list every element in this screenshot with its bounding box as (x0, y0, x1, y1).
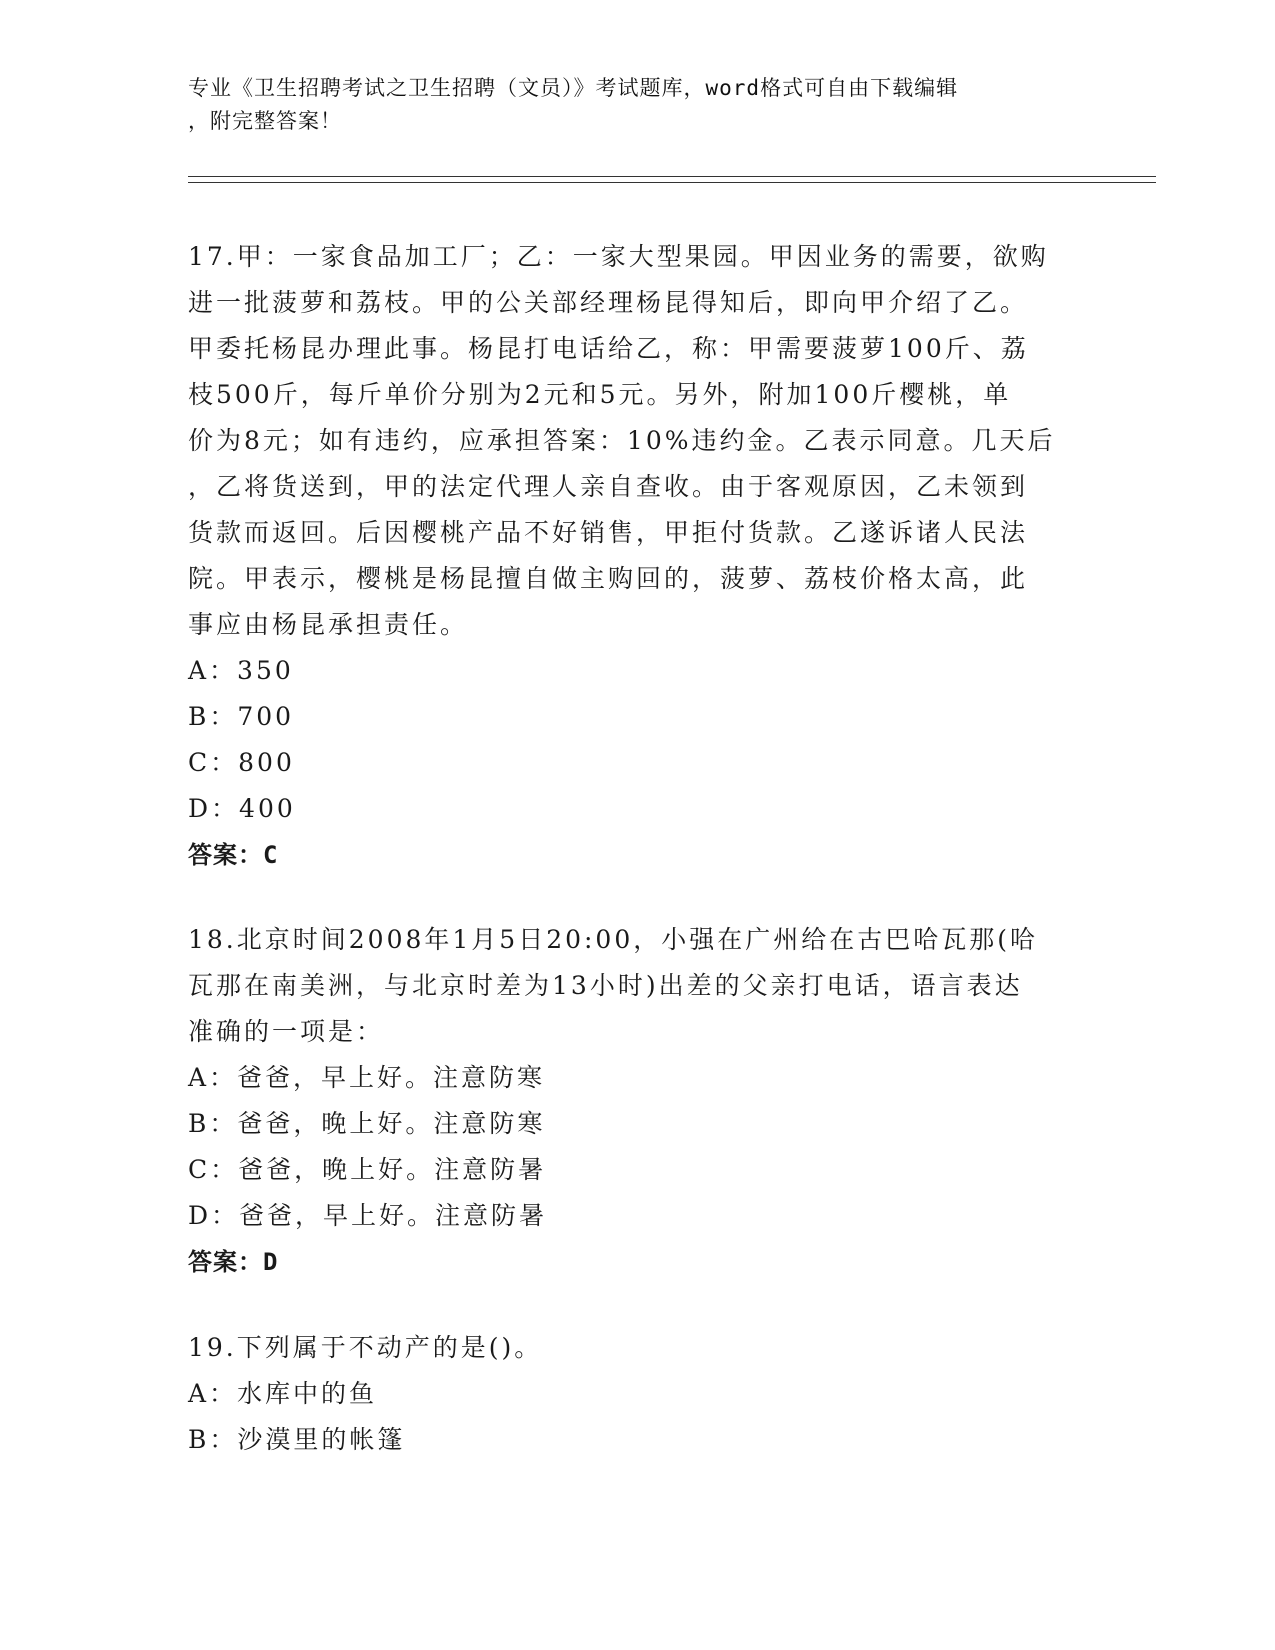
option-b: B：爸爸，晚上好。注意防寒 (188, 1109, 546, 1138)
stem-line: 枝500斤，每斤单价分别为2元和5元。另外，附加100斤樱桃，单 (188, 380, 1012, 409)
header-line: 专业《卫生招聘考试之卫生招聘（文员）》考试题库，word格式可自由下载编辑 (188, 76, 959, 100)
option-a: A：350 (188, 656, 294, 685)
question-18 (188, 917, 1088, 1285)
question-17 (188, 234, 1088, 878)
question-stem (188, 917, 1088, 1055)
option-a: A：水库中的鱼 (188, 1379, 378, 1408)
option-a: A：爸爸，早上好。注意防寒 (188, 1063, 546, 1092)
question-stem (188, 1325, 1088, 1371)
option-c: C：800 (188, 748, 295, 777)
stem-line: 19.下列属于不动产的是()。 (188, 1333, 543, 1362)
stem-line: 货款而返回。后因樱桃产品不好销售，甲拒付货款。乙遂诉诸人民法 (188, 518, 1029, 547)
stem-line: 院。甲表示，樱桃是杨昆擅自做主购回的，菠萝、荔枝价格太高，此 (188, 564, 1029, 593)
stem-line: 事应由杨昆承担责任。 (188, 610, 469, 639)
answer-text: 答案：D (188, 1248, 279, 1276)
document-header (188, 72, 1088, 138)
stem-line: 准确的一项是： (188, 1017, 385, 1046)
header-divider (188, 176, 1156, 177)
question-19 (188, 1325, 1088, 1463)
header-line: ，附完整答案！ (188, 109, 342, 133)
stem-line: 进一批菠萝和荔枝。甲的公关部经理杨昆得知后，即向甲介绍了乙。 (188, 288, 1029, 317)
option-c: C：爸爸，晚上好。注意防暑 (188, 1155, 547, 1184)
option-b: B：700 (188, 702, 295, 731)
option-b: B：沙漠里的帐篷 (188, 1425, 406, 1454)
stem-line: 18.北京时间2008年1月5日20:00，小强在广州给在古巴哈瓦那(哈 (188, 925, 1038, 954)
option-d: D：爸爸，早上好。注意防暑 (188, 1201, 548, 1230)
header-divider (188, 182, 1156, 183)
option-d: D：400 (188, 794, 296, 823)
stem-line: ，乙将货送到，甲的法定代理人亲自查收。由于客观原因，乙未领到 (188, 472, 1029, 501)
question-stem (188, 234, 1088, 648)
stem-line: 17.甲：一家食品加工厂；乙：一家大型果园。甲因业务的需要，欲购 (188, 242, 1049, 271)
stem-line: 甲委托杨昆办理此事。杨昆打电话给乙，称：甲需要菠萝100斤、荔 (188, 334, 1029, 363)
answer-text: 答案：C (188, 841, 279, 869)
stem-line: 价为8元；如有违约，应承担答案：10%违约金。乙表示同意。几天后 (188, 426, 1056, 455)
stem-line: 瓦那在南美洲，与北京时差为13小时)出差的父亲打电话，语言表达 (188, 971, 1023, 1000)
